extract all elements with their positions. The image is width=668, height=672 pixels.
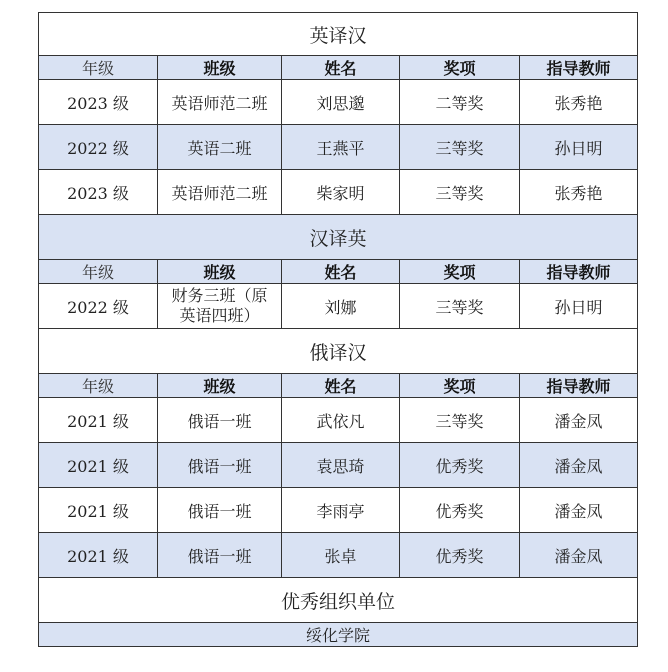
header-name: 姓名 [282, 260, 400, 284]
cell-teacher: 潘金凤 [520, 443, 638, 488]
cell-teacher: 孙日明 [520, 125, 638, 170]
header-award: 奖项 [400, 260, 520, 284]
table-row [39, 533, 638, 578]
cell-award: 三等奖 [400, 398, 520, 443]
cell-award: 优秀奖 [400, 443, 520, 488]
header-teacher: 指导教师 [520, 56, 638, 80]
cell-class: 俄语一班 [158, 533, 282, 578]
section-row-organization [39, 578, 638, 623]
cell-award: 三等奖 [400, 170, 520, 215]
section-row-zh-to-en [39, 215, 638, 260]
table-row [39, 398, 638, 443]
cell-grade: 2023 级 [39, 170, 158, 215]
column-header-row [39, 374, 638, 398]
cell-grade: 2021 级 [39, 533, 158, 578]
header-class: 班级 [158, 374, 282, 398]
table-row [39, 284, 638, 329]
header-teacher: 指导教师 [520, 260, 638, 284]
header-award: 奖项 [400, 374, 520, 398]
cell-grade: 2021 级 [39, 443, 158, 488]
cell-grade: 2022 级 [39, 284, 158, 329]
cell-teacher: 孙日明 [520, 284, 638, 329]
header-class: 班级 [158, 260, 282, 284]
cell-name: 刘娜 [282, 284, 400, 329]
section-title: 优秀组织单位 [39, 578, 638, 623]
header-grade: 年级 [39, 56, 158, 80]
cell-class: 英语师范二班 [158, 80, 282, 125]
cell-teacher: 潘金凤 [520, 488, 638, 533]
section-title: 汉译英 [39, 215, 638, 260]
header-class: 班级 [158, 56, 282, 80]
cell-award: 三等奖 [400, 125, 520, 170]
column-header-row [39, 56, 638, 80]
awards-table-container [38, 12, 637, 647]
table-row [39, 488, 638, 533]
column-header-row [39, 260, 638, 284]
header-teacher: 指导教师 [520, 374, 638, 398]
cell-grade: 2022 级 [39, 125, 158, 170]
table-row [39, 80, 638, 125]
cell-teacher: 张秀艳 [520, 80, 638, 125]
section-row-en-to-zh [39, 13, 638, 56]
cell-grade: 2021 级 [39, 398, 158, 443]
organization-name: 绥化学院 [39, 623, 638, 647]
section-row-ru-to-zh [39, 329, 638, 374]
cell-teacher: 潘金凤 [520, 398, 638, 443]
cell-class: 俄语一班 [158, 488, 282, 533]
cell-award: 二等奖 [400, 80, 520, 125]
table-row [39, 125, 638, 170]
cell-award: 优秀奖 [400, 533, 520, 578]
cell-grade: 2023 级 [39, 80, 158, 125]
header-grade: 年级 [39, 374, 158, 398]
cell-name: 武依凡 [282, 398, 400, 443]
organization-row [39, 623, 638, 647]
cell-grade: 2021 级 [39, 488, 158, 533]
cell-class: 英语师范二班 [158, 170, 282, 215]
cell-name: 柴家明 [282, 170, 400, 215]
header-name: 姓名 [282, 56, 400, 80]
cell-class: 英语二班 [158, 125, 282, 170]
header-grade: 年级 [39, 260, 158, 284]
header-name: 姓名 [282, 374, 400, 398]
cell-name: 刘思邈 [282, 80, 400, 125]
cell-class: 俄语一班 [158, 398, 282, 443]
cell-class-line1: 财务三班（原 [171, 286, 268, 305]
awards-table [38, 12, 638, 647]
cell-name: 张卓 [282, 533, 400, 578]
cell-name: 王燕平 [282, 125, 400, 170]
table-row [39, 443, 638, 488]
cell-award: 三等奖 [400, 284, 520, 329]
cell-class-line2: 英语四班） [179, 306, 260, 325]
cell-teacher: 张秀艳 [520, 170, 638, 215]
cell-teacher: 潘金凤 [520, 533, 638, 578]
cell-name: 袁思琦 [282, 443, 400, 488]
section-title: 英译汉 [39, 13, 638, 56]
cell-class [158, 284, 282, 329]
header-award: 奖项 [400, 56, 520, 80]
section-title: 俄译汉 [39, 329, 638, 374]
cell-award: 优秀奖 [400, 488, 520, 533]
cell-name: 李雨亭 [282, 488, 400, 533]
cell-class: 俄语一班 [158, 443, 282, 488]
table-row [39, 170, 638, 215]
